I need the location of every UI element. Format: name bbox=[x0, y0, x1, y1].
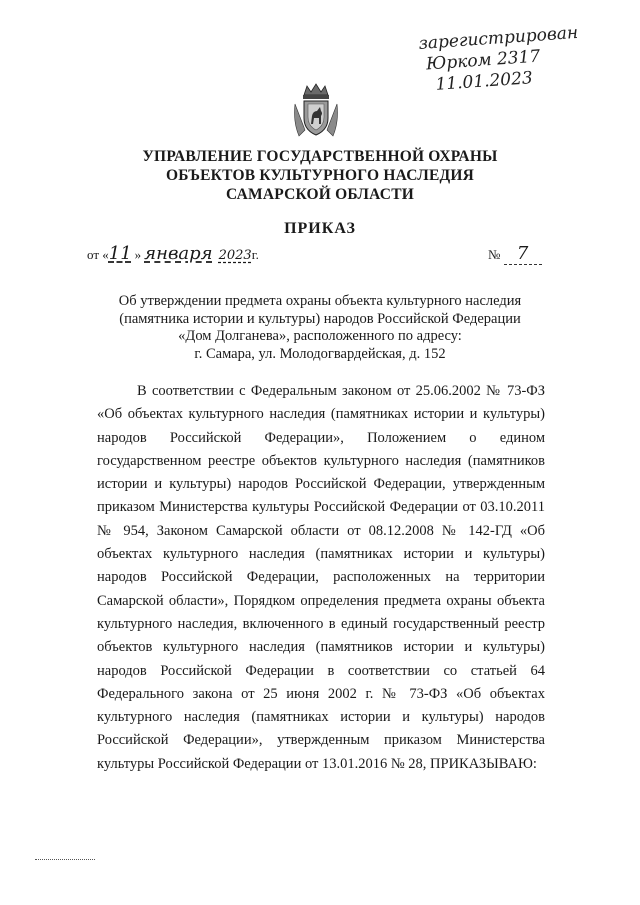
org-line-1: УПРАВЛЕНИЕ ГОСУДАРСТВЕННОЙ ОХРАНЫ bbox=[142, 148, 498, 165]
document-type-title: ПРИКАЗ bbox=[284, 220, 356, 237]
order-subject bbox=[0, 293, 640, 363]
subject-line-4: г. Самара, ул. Молодогвардейская, д. 152 bbox=[194, 345, 446, 362]
organization-name bbox=[0, 147, 640, 204]
number-value: 7 bbox=[504, 243, 542, 265]
handwritten-registration-note bbox=[418, 19, 632, 96]
registration-line-1: зарегистрирован bbox=[418, 22, 579, 54]
subject-line-2: (памятника истории и культуры) народов Российской Федерации bbox=[119, 310, 521, 327]
order-number bbox=[488, 243, 542, 269]
date-month: января bbox=[144, 243, 213, 264]
registration-line-2: Юрком 2317 bbox=[425, 46, 541, 75]
date-suffix: г. bbox=[251, 247, 259, 262]
date-prefix: от « bbox=[87, 247, 109, 262]
body-paragraph: В соответствии с Федеральным законом от 25.06.2002 № 73-ФЗ «Об объектах культурного наследия (памятниках истории и культуры) народов Российской Федерации», Положением о едином государственном реестре объектов культурного наследия (памятников истории и культуры) народов Российской Федерации, утвержденным приказом Министерства культуры Российской Федерации от 03.10.2011 № 954, Законом Самарской области от 08.12.2008 № 142-ГД «Об объектах культурного наследия (памятниках истории и культуры) народов Российской Федерации, расположенных на территории Самарской области», Порядком определения предмета охраны объекта культурного наследия, включенного в единый государственный реестр объектов культурного наследия (памятников истории и культуры) народов Российской Федерации в соответствии со статьей 64 Федерального закона от 25 июня 2002 г. № 73-ФЗ «Об объектах культурного наследия (памятниках истории и культуры) народов Российской Федерации», утвержденным приказом Министерства культуры Российской Федерации от 13.01.2016 № 28, ПРИКАЗЫВАЮ: bbox=[97, 383, 545, 772]
registration-line-3: 11.01.2023 bbox=[434, 68, 534, 95]
subject-line-3: «Дом Долганева», расположенного по адресу: bbox=[178, 328, 462, 345]
order-date bbox=[87, 243, 259, 269]
org-line-3: САМАРСКОЙ ОБЛАСТИ bbox=[225, 186, 414, 203]
footer-divider bbox=[35, 859, 95, 860]
coat-of-arms-icon bbox=[291, 82, 341, 140]
subject-line-1: Об утверждении предмета охраны объекта культурного наследия bbox=[118, 293, 522, 309]
date-mid: » bbox=[134, 247, 142, 262]
org-line-2: ОБЪЕКТОВ КУЛЬТУРНОГО НАСЛЕДИЯ bbox=[165, 167, 475, 184]
date-year: 2023 bbox=[218, 248, 252, 263]
number-prefix: № bbox=[488, 247, 501, 262]
date-day: 11 bbox=[108, 243, 132, 264]
